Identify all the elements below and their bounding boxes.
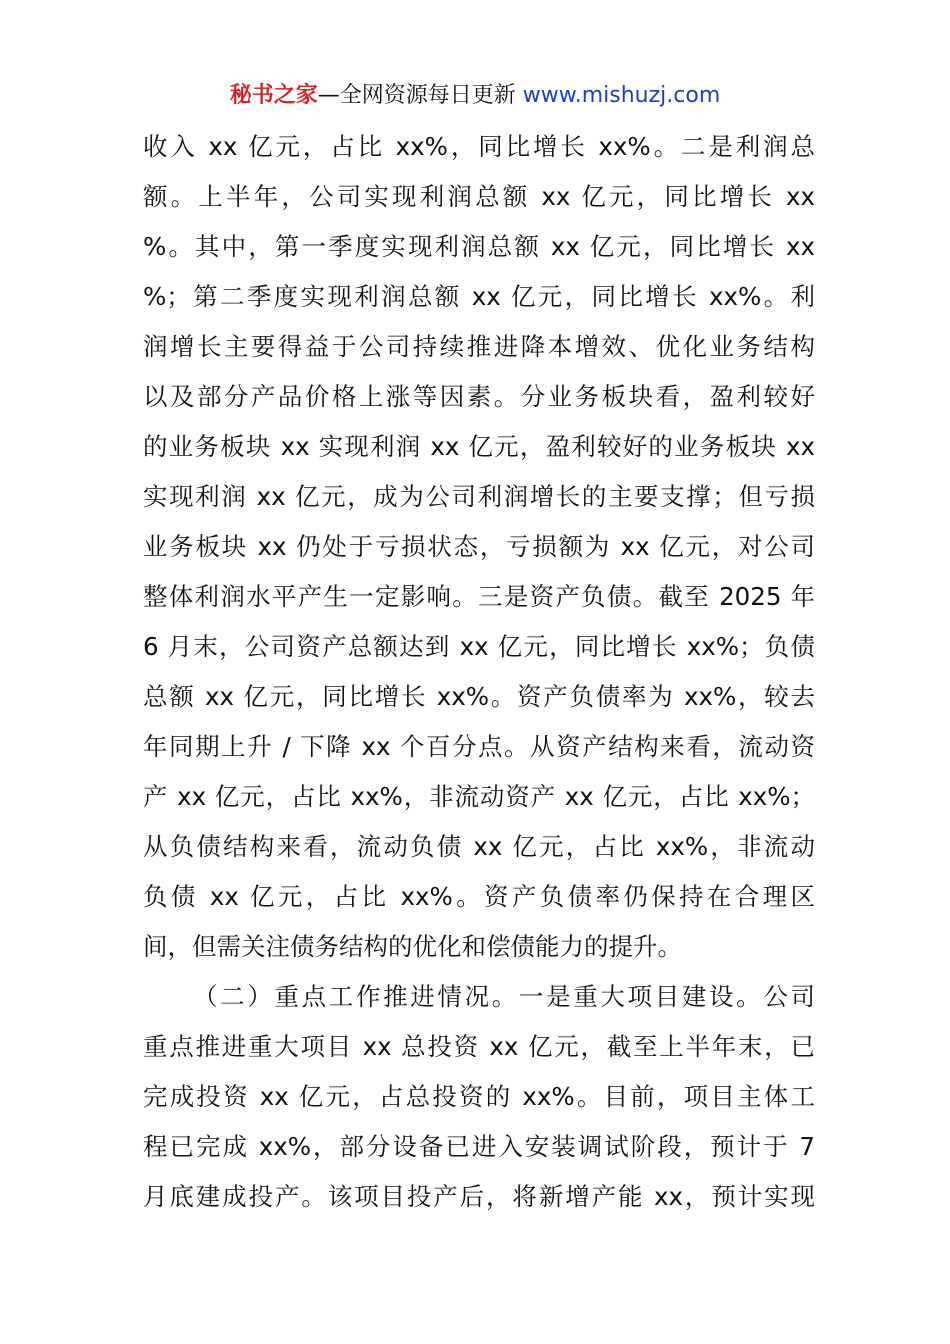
document-body <box>143 122 815 1222</box>
text-line: 月底建成投产。该项目投产后，将新增产能 xx，预计实现 <box>143 1182 815 1211</box>
text-line: 6 月末，公司资产总额达到 xx 亿元，同比增长 xx%；负债 <box>143 632 815 661</box>
text-line: 以及部分产品价格上涨等因素。分业务板块看，盈利较好 <box>143 382 815 411</box>
header-tagline: —全网资源每日更新 <box>317 83 516 108</box>
brand-name: 秘书之家 <box>229 83 318 108</box>
text-line: 产 xx 亿元，占比 xx%，非流动资产 xx 亿元，占比 xx%； <box>143 782 815 811</box>
text-line: 总额 xx 亿元，同比增长 xx%。资产负债率为 xx%，较去 <box>143 682 815 711</box>
section-heading-line: （二）重点工作推进情况。一是重大项目建设。公司 <box>193 982 815 1011</box>
paragraph-financial-summary <box>143 122 815 972</box>
text-line: 负债 xx 亿元，占比 xx%。资产负债率仍保持在合理区 <box>143 882 815 911</box>
text-line: 收入 xx 亿元，占比 xx%，同比增长 xx%。二是利润总 <box>143 132 815 161</box>
text-line: 整体利润水平产生一定影响。三是资产负债。截至 2025 年 <box>143 582 815 611</box>
text-line: 年同期上升 / 下降 xx 个百分点。从资产结构来看，流动资 <box>143 732 815 761</box>
text-line: 程已完成 xx%，部分设备已进入安装调试阶段，预计于 7 <box>143 1132 815 1161</box>
text-line: 的业务板块 xx 实现利润 xx 亿元，盈利较好的业务板块 xx <box>143 432 815 461</box>
text-line: 实现利润 xx 亿元，成为公司利润增长的主要支撑；但亏损 <box>143 482 815 511</box>
text-line: 完成投资 xx 亿元，占总投资的 xx%。目前，项目主体工 <box>143 1082 815 1111</box>
text-line: 从负债结构来看，流动负债 xx 亿元，占比 xx%，非流动 <box>143 832 815 861</box>
site-header <box>0 80 950 112</box>
text-line: 业务板块 xx 仍处于亏损状态，亏损额为 xx 亿元，对公司 <box>143 532 815 561</box>
site-url-link[interactable]: www.mishuzj.com <box>522 83 721 108</box>
text-line: 重点推进重大项目 xx 总投资 xx 亿元，截至上半年末，已 <box>143 1032 815 1061</box>
paragraph-key-work-progress <box>143 972 815 1222</box>
text-line: %。其中，第一季度实现利润总额 xx 亿元，同比增长 xx <box>143 232 815 261</box>
text-line: 润增长主要得益于公司持续推进降本增效、优化业务结构 <box>143 332 815 361</box>
text-line: 间，但需关注债务结构的优化和偿债能力的提升。 <box>143 932 682 961</box>
text-line: %；第二季度实现利润总额 xx 亿元，同比增长 xx%。利 <box>143 282 815 311</box>
text-line: 额。上半年，公司实现利润总额 xx 亿元，同比增长 xx <box>143 182 815 211</box>
